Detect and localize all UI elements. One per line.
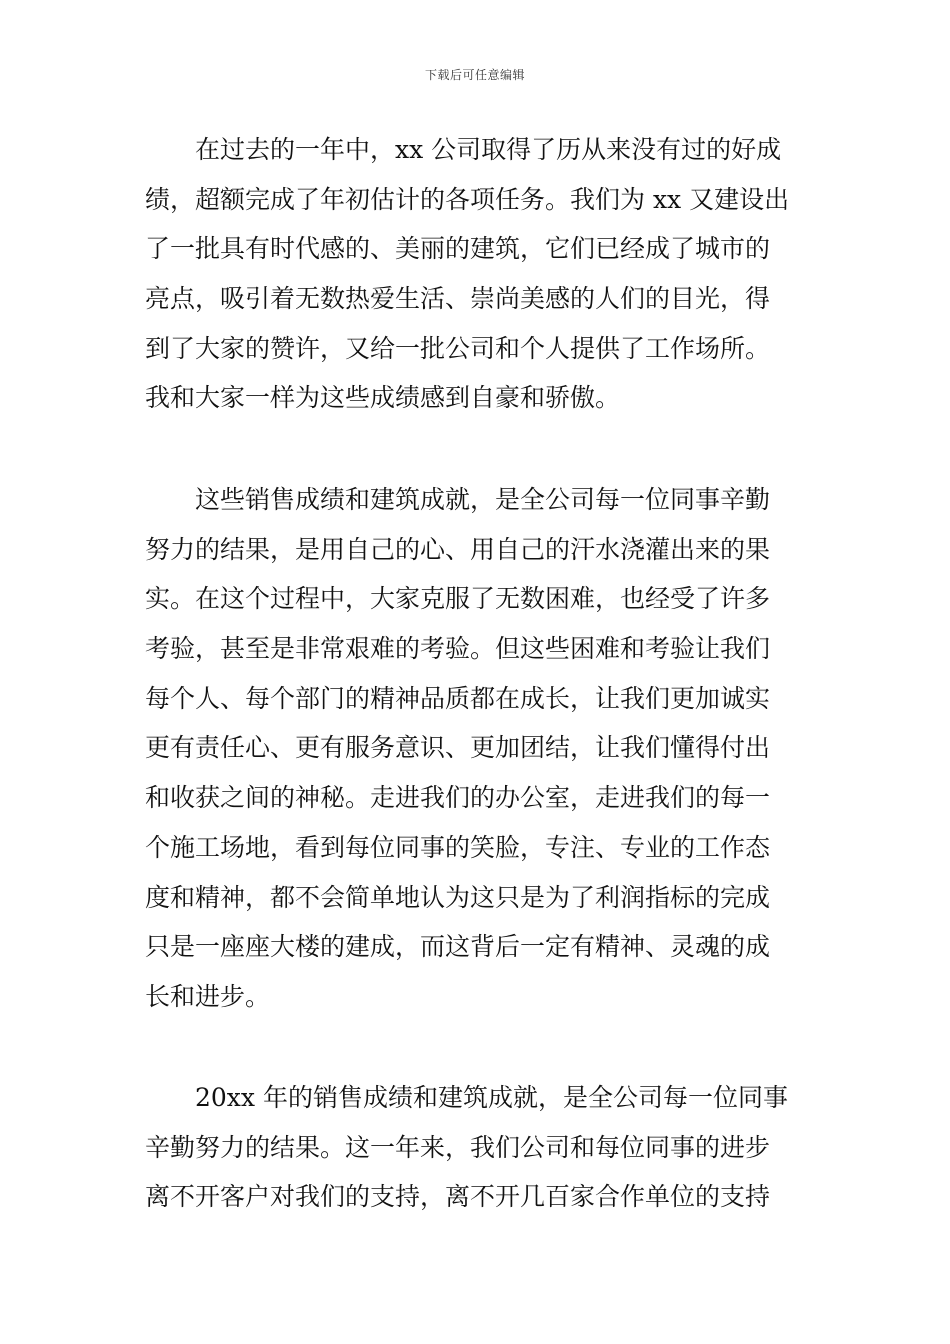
text-line: 辛勤努力的结果。这一年来，我们公司和每位同事的进步	[145, 1132, 771, 1162]
text-line: 到了大家的赞许，又给一批公司和个人提供了工作场所。	[145, 333, 771, 363]
text-line: 个施工场地，看到每位同事的笑脸，专注、专业的工作态	[145, 832, 771, 862]
text-line: 实。在这个过程中，大家克服了无数困难，也经受了许多	[145, 584, 771, 614]
text-line: 亮点，吸引着无数热爱生活、崇尚美感的人们的目光，得	[145, 284, 771, 314]
text-line: 离不开客户对我们的支持，离不开几百家合作单位的支持	[145, 1182, 771, 1212]
text-line: 绩，超额完成了年初估计的各项任务。我们为 xx 又建设出	[145, 184, 790, 214]
text-line: 20xx 年的销售成绩和建筑成就，是全公司每一位同事	[145, 1083, 788, 1112]
text-line: 了一批具有时代感的、美丽的建筑，它们已经成了城市的	[145, 234, 771, 264]
text-line: 努力的结果，是用自己的心、用自己的汗水浇灌出来的果	[145, 534, 771, 564]
text-line: 度和精神，都不会简单地认为这只是为了利润指标的完成	[145, 882, 771, 912]
text-line: 和收获之间的神秘。走进我们的办公室，走进我们的每一	[145, 783, 771, 813]
page-header-note: 下载后可任意编辑	[424, 68, 525, 82]
text-line: 考验，甚至是非常艰难的考验。但这些困难和考验让我们	[145, 634, 771, 664]
text-line: 这些销售成绩和建筑成就，是全公司每一位同事辛勤	[145, 485, 771, 514]
text-line: 在过去的一年中，xx 公司取得了历从来没有过的好成	[145, 135, 782, 164]
paragraph-2	[145, 475, 810, 1022]
text-line: 只是一座座大楼的建成，而这背后一定有精神、灵魂的成	[145, 932, 771, 962]
text-line: 长和进步。	[145, 981, 271, 1011]
paragraph-3	[145, 1073, 810, 1222]
text-line: 每个人、每个部门的精神品质都在成长，让我们更加诚实	[145, 683, 771, 713]
text-line: 我和大家一样为这些成绩感到自豪和骄傲。	[145, 383, 621, 413]
text-line: 更有责任心、更有服务意识、更加团结，让我们懂得付出	[145, 733, 771, 763]
paragraph-1	[145, 125, 810, 423]
